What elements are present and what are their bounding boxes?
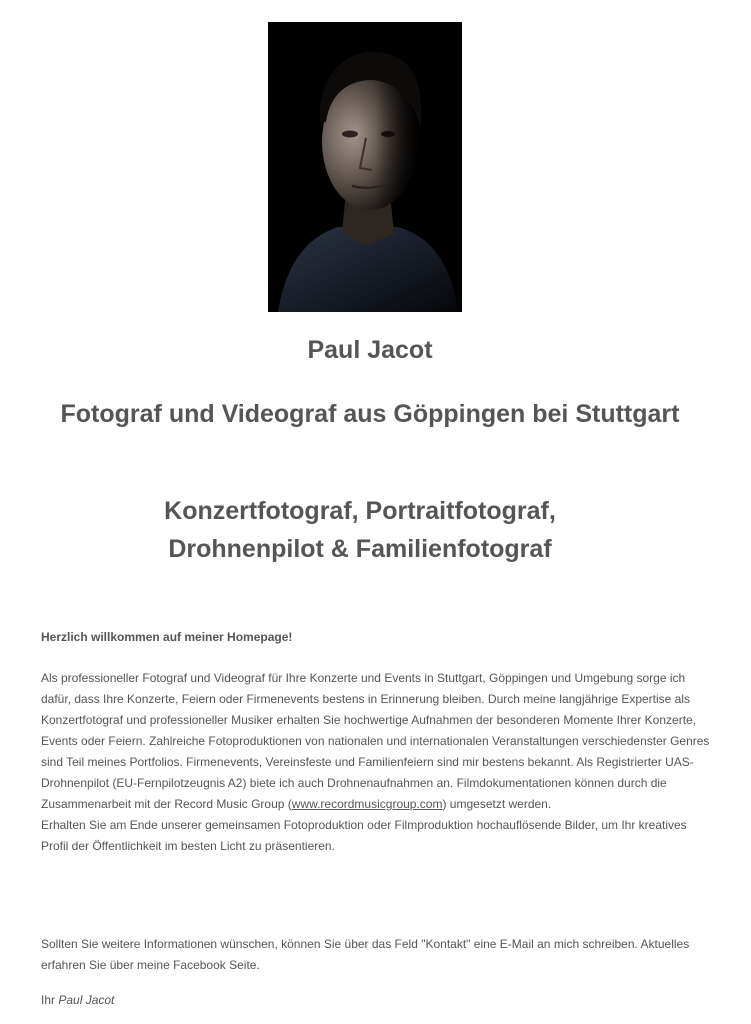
services-line-2: Drohnenpilot & Familienfotograf: [168, 535, 552, 563]
signature-name: Paul Jacot: [58, 993, 115, 1007]
signature: [41, 993, 114, 1007]
services-line-1: Konzertfotograf, Portraitfotograf,: [164, 497, 556, 525]
intro-text-before-link: Als professioneller Fotograf und Videograf für Ihre Konzerte und Events in Stuttgart, Göppingen und Umgebung sorge ich dafür, dass Ihre Konzerte, Feiern oder Firmenevents bestens in Erinnerung bleiben. Durch meine langjährige Expertise als Konzertfotograf und professioneller Musiker erhalten Sie hochwertige Aufnahmen der besonderen Momente Ihrer Konzerte, Events oder Feiern. Zahlreiche Fotoproduktionen von nationalen und internationalen Veranstaltungen verschiedenster Genres sind Teil meines Portfolios. Firmenevents, Vereinsfeste und Familienfeiern sind mir bestens bekannt. Als Registrierter UAS-Drohnenpilot (EU-Fernpilotzeugnis A2) biete ich auch Drohnenaufnahmen an. Filmdokumentationen können durch die Zusammenarbeit mit der Record Music Group (: [41, 671, 710, 811]
page-title: Paul Jacot: [307, 336, 433, 364]
welcome-heading: Herzlich willkommen auf meiner Homepage!: [41, 630, 293, 644]
portrait-photo: [268, 22, 462, 312]
intro-paragraph-2: Erhalten Sie am Ende unserer gemeinsamen Fotoproduktion oder Filmproduktion hochauflösende Bilder, um Ihr kreatives Profil der Öffentlichkeit im besten Licht zu präsentieren.: [41, 818, 687, 853]
contact-paragraph: Sollten Sie weitere Informationen wünschen, können Sie über das Feld "Kontakt" eine E-Mail an mich schreiben. Aktuelles erfahren Sie über meine Facebook Seite.: [41, 937, 690, 972]
intro-paragraph: [41, 668, 711, 857]
signature-prefix: Ihr: [41, 993, 56, 1007]
record-music-group-link[interactable]: www.recordmusicgroup.com: [291, 797, 443, 811]
services-heading: [70, 492, 650, 568]
intro-text-after-link: ) umgesetzt werden.: [442, 797, 552, 811]
page-subtitle: Fotograf und Videograf aus Göppingen bei Stuttgart: [60, 400, 680, 428]
portrait-image: [268, 22, 462, 312]
